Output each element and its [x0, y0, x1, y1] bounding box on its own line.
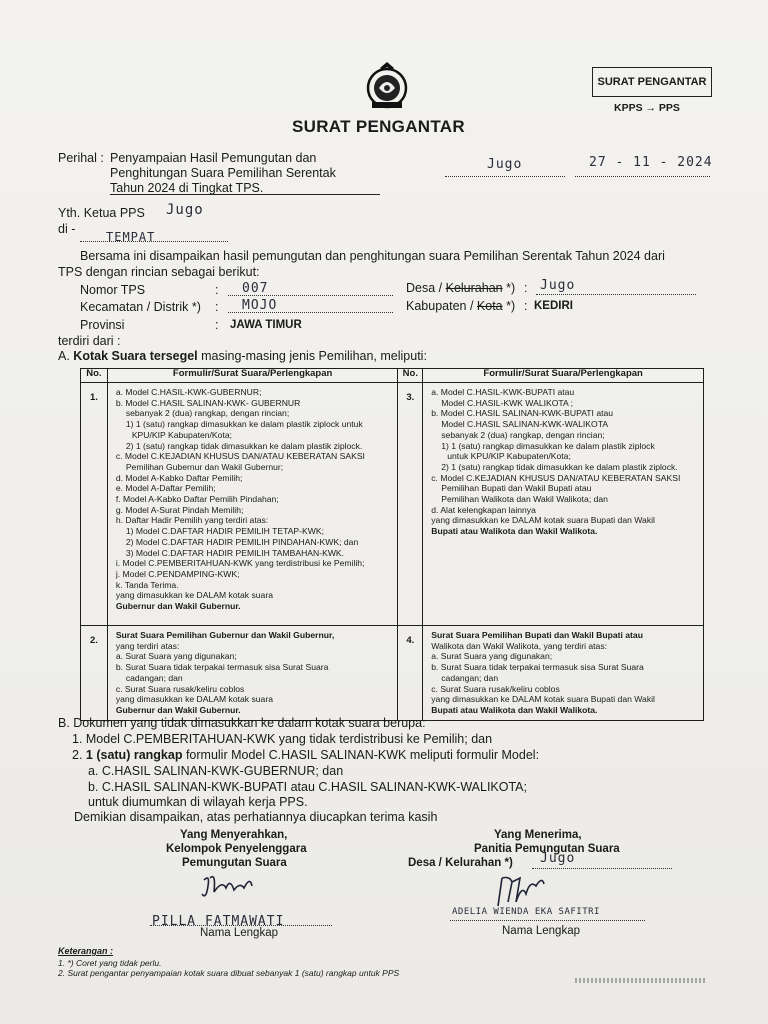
section-b-subitem: a. C.HASIL SALINAN-KWK-GUBERNUR; dan [88, 764, 344, 778]
cell-line: Model C.HASIL-KWK WALIKOTA ; [441, 397, 574, 408]
section-a-heading [58, 349, 427, 363]
table-cell [423, 383, 704, 626]
cell-line: 3) Model C.DAFTAR HADIR PEMILIH TAMBAHAN-KWK. [125, 547, 345, 558]
cell-line: b. Surat Suara tidak terpakai termasuk sisa Surat Suara [115, 662, 329, 673]
intro-line: Bersama ini disampaikan hasil pemungutan dan penghitungan suara Pemilihan Serentak Tahun 2024 dari [80, 249, 665, 263]
section-a-bold: Kotak Suara tersegel [73, 349, 198, 363]
cell-line: b. Model C.HASIL SALINAN-KWK- GUBERNUR [115, 397, 301, 408]
kecamatan-label: Kecamatan / Distrik *) [80, 300, 201, 314]
cell-line: 2) 1 (satu) rangkap tidak dimasukkan ke dalam plastik ziplock. [125, 440, 363, 451]
desa-handwriting: Jugo [540, 278, 576, 293]
yth-handwriting: Jugo [166, 202, 204, 218]
receiver-signature [492, 872, 552, 912]
sender-name-dotline [150, 925, 332, 926]
kabupaten-label-part: *) [502, 299, 516, 313]
cell-line: Pemilihan Bupati dan Wakil Bupati atau [441, 483, 592, 494]
receiver-name-dotline [450, 920, 645, 921]
cell-line: Bupati atau Walikota dan Wakil Walikota. [431, 526, 598, 537]
section-b-subitem: untuk diumumkan di wilayah kerja PPS. [88, 795, 308, 809]
perihal-line: Tahun 2024 di Tingkat TPS. [110, 181, 264, 195]
kabupaten-value: KEDIRI [534, 300, 573, 312]
cell-line: sebanyak 2 (dua) rangkap, dengan rincian; [441, 429, 605, 440]
cell-line: 1) 1 (satu) rangkap dimasukkan ke dalam plastik ziplock [441, 440, 655, 451]
place-field [445, 157, 565, 177]
provinsi-label: Provinsi [80, 318, 125, 332]
di-label: di - [58, 222, 76, 236]
tps-colon: : [215, 283, 219, 297]
cell-line: Surat Suara Pemilihan Bupati dan Wakil Bupati atau [431, 630, 643, 640]
receiver-heading: Panitia Pemungutan Suara [474, 843, 620, 855]
cell-line: sebanyak 2 (dua) rangkap, dengan rincian; [125, 408, 290, 419]
tempat-handwriting: TEMPAT [106, 230, 156, 244]
sender-caption: Nama Lengkap [200, 927, 278, 939]
cell-line: e. Model A-Daftar Pemilih; [115, 483, 216, 494]
table-header: Formulir/Surat Suara/Perlengkapan [107, 369, 398, 383]
cell-line: Pemilihan Walikota dan Wakil Walikota; dan [441, 494, 608, 505]
table-cell [423, 626, 704, 721]
cell-line: yang dimasukkan ke DALAM kotak suara Bupati dan Wakil [431, 515, 655, 526]
sender-heading: Yang Menyerahkan, [180, 829, 288, 841]
cell-line: c. Model C.KEJADIAN KHUSUS DAN/ATAU KEBERATAN SAKSI [431, 472, 681, 483]
terdiri-label: terdiri dari : [58, 334, 121, 348]
table-cell [107, 383, 398, 626]
table-row [81, 626, 704, 721]
table-row [81, 383, 704, 626]
cell-line: Gubernur dan Wakil Gubernur. [115, 704, 241, 715]
cell-line: untuk KPU/KIP Kabupaten/Kota; [447, 451, 571, 462]
table-header: No. [398, 369, 423, 383]
yth-label: Yth. Ketua PPS [58, 206, 145, 220]
row-number: 2. [81, 626, 108, 721]
kabupaten-label [406, 299, 515, 313]
place-handwriting: Jugo [487, 157, 523, 172]
cell-line: i. Model C.PEMBERITAHUAN-KWK yang terdistribusi ke Pemilih; [115, 558, 365, 569]
cell-line: g. Model A-Surat Pindah Memilih; [115, 504, 244, 515]
cell-line: 1) 1 (satu) rangkap dimasukkan ke dalam plastik ziplock untuk [125, 419, 363, 430]
cell-line: h. Daftar Hadir Pemilih yang terdiri atas: [115, 515, 269, 526]
provinsi-value: JAWA TIMUR [230, 319, 302, 331]
section-b-item: 1. Model C.PEMBERITAHUAN-KWK yang tidak terdistribusi ke Pemilih; dan [72, 732, 493, 746]
cell-line: 2) 1 (satu) rangkap tidak dimasukkan ke dalam plastik ziplock. [441, 461, 678, 472]
item2-rest: formulir Model C.HASIL SALINAN-KWK meliputi formulir Model: [182, 748, 540, 762]
cell-line: 1) Model C.DAFTAR HADIR PEMILIH TETAP-KWK; [125, 526, 324, 537]
cell-line: KPU/KIP Kabupaten/Kota; [131, 429, 232, 440]
tps-handwriting: 007 [242, 281, 269, 296]
kabupaten-label-part: Kabupaten / [406, 299, 477, 313]
cell-line: c. Model C.KEJADIAN KHUSUS DAN/ATAU KEBERATAN SAKSI [115, 451, 365, 462]
date-field [575, 155, 713, 177]
desa-label [406, 281, 515, 295]
sender-name-handwriting: PILLA FATMAWATI [152, 914, 285, 929]
cell-line: a. Model C.HASIL-KWK-BUPATI atau [431, 387, 575, 397]
section-b-title: B. Dokumen yang tidak dimasukkan ke dalam kotak suara berupa: [58, 716, 426, 730]
cell-line: cadangan; dan [441, 672, 499, 683]
document-title: SURAT PENGANTAR [292, 117, 465, 136]
kabupaten-colon: : [524, 299, 528, 313]
perihal-line: Penyampaian Hasil Pemungutan dan [110, 151, 317, 165]
label-box [592, 67, 712, 97]
desa-dotline [536, 294, 696, 295]
perihal-underline [110, 194, 380, 195]
perihal-label: Perihal : [58, 151, 104, 165]
cell-line: yang dimasukkan ke DALAM kotak suara [115, 590, 273, 601]
table-header-row [81, 369, 704, 383]
table-header: No. [81, 369, 108, 383]
row-number: 4. [398, 626, 423, 721]
section-b-subitem: b. C.HASIL SALINAN-KWK-BUPATI atau C.HASIL SALINAN-KWK-WALIKOTA; [88, 780, 527, 794]
provinsi-colon: : [215, 318, 219, 332]
cell-line: b. Model C.HASIL SALINAN-KWK-BUPATI atau [431, 408, 614, 419]
cell-line: a. Surat Suara yang digunakan; [115, 651, 237, 662]
cell-line: Bupati atau Walikota dan Wakil Walikota. [431, 704, 598, 715]
sender-heading: Pemungutan Suara [182, 857, 287, 869]
kecamatan-colon: : [215, 300, 219, 314]
desa-label-part: *) [502, 281, 516, 295]
cell-line: Pemilihan Gubernur dan Wakil Gubernur; [125, 461, 284, 472]
cell-line: a. Surat Suara yang digunakan; [431, 651, 553, 662]
cell-line: Gubernur dan Wakil Gubernur. [115, 601, 241, 612]
contents-table [80, 368, 704, 721]
receiver-desa-handwriting: Jugo [540, 851, 576, 866]
kecamatan-handwriting: MOJO [242, 298, 278, 313]
notes-title: Keterangan : [58, 946, 114, 956]
sender-heading: Kelompok Penyelenggara [166, 843, 307, 855]
cell-line: c. Surat Suara rusak/keliru coblos [431, 683, 560, 694]
table-header: Formulir/Surat Suara/Perlengkapan [423, 369, 704, 383]
cell-line: yang dimasukkan ke DALAM kotak suara Bupati dan Wakil [431, 694, 655, 705]
cell-line: a. Model C.HASIL-KWK-GUBERNUR; [115, 387, 262, 397]
cell-line: Surat Suara Pemilihan Gubernur dan Wakil Gubernur, [115, 630, 335, 640]
item2-bold: 1 (satu) rangkap [85, 748, 183, 762]
receiver-heading: Yang Menerima, [494, 829, 582, 841]
perihal-line: Penghitungan Suara Pemilihan Serentak [110, 166, 336, 180]
note-item: 2. Surat pengantar penyampaian kotak suara dibuat sebanyak 1 (satu) rangkap untuk PPS [58, 968, 400, 978]
cell-line: Model C.HASIL SALINAN-KWK-WALIKOTA [441, 419, 609, 430]
cell-line: 2) Model C.DAFTAR HADIR PEMILIH PINDAHAN-KWK; dan [125, 536, 359, 547]
kpu-emblem-icon [362, 58, 412, 114]
row-number: 1. [81, 383, 108, 626]
date-handwriting: 27 - 11 - 2024 [589, 155, 713, 170]
desa-label-struck: Kelurahan [445, 281, 503, 295]
item2-prefix: 2. [72, 748, 86, 762]
footer-fine-print [575, 978, 705, 983]
desa-colon: : [524, 281, 528, 295]
cell-line: b. Surat Suara tidak terpakai termasuk sisa Surat Suara [431, 662, 644, 673]
sender-signature [196, 870, 266, 906]
note-item: 1. *) Coret yang tidak perlu. [58, 958, 162, 968]
perihal-text [110, 151, 336, 196]
cell-line: c. Surat Suara rusak/keliru coblos [115, 683, 245, 694]
cell-line: d. Model A-Kabko Daftar Pemilih; [115, 472, 243, 483]
cell-line: yang terdiri atas: [115, 640, 180, 651]
tps-label: Nomor TPS [80, 283, 146, 297]
cell-line: yang dimasukkan ke DALAM kotak suara [115, 694, 273, 705]
section-b-item [72, 748, 539, 762]
receiver-desa-dotline [532, 868, 672, 869]
cell-line: cadangan; dan [125, 672, 183, 683]
intro-line: TPS dengan rincian sebagai berikut: [58, 265, 260, 279]
kabupaten-label-struck: Kota [476, 299, 503, 313]
receiver-desa-label: Desa / Kelurahan *) [408, 857, 513, 869]
cell-line: d. Alat kelengkapan lainnya [431, 504, 536, 515]
cell-line: j. Model C.PENDAMPING-KWK; [115, 568, 240, 579]
row-number: 3. [398, 383, 423, 626]
section-a-rest: masing-masing jenis Pemilihan, meliputi: [197, 349, 427, 363]
label-box-text: SURAT PENGANTAR [597, 76, 707, 88]
table-cell [107, 626, 398, 721]
section-a-prefix: A. [58, 349, 70, 363]
cell-line: Walikota dan Wakil Walikota, yang terdiri atas: [431, 640, 608, 651]
desa-label-part: Desa / [406, 281, 446, 295]
receiver-name-handwriting: ADELIA WIENDA EKA SAFITRI [452, 907, 600, 917]
receiver-caption: Nama Lengkap [502, 925, 580, 937]
route-label: KPPS → PPS [614, 102, 680, 114]
cell-line: f. Model A-Kabko Daftar Pemilih Pindahan; [115, 494, 279, 505]
closing-text: Demikian disampaikan, atas perhatiannya diucapkan terima kasih [74, 810, 438, 824]
cell-line: k. Tanda Terima. [115, 579, 179, 590]
